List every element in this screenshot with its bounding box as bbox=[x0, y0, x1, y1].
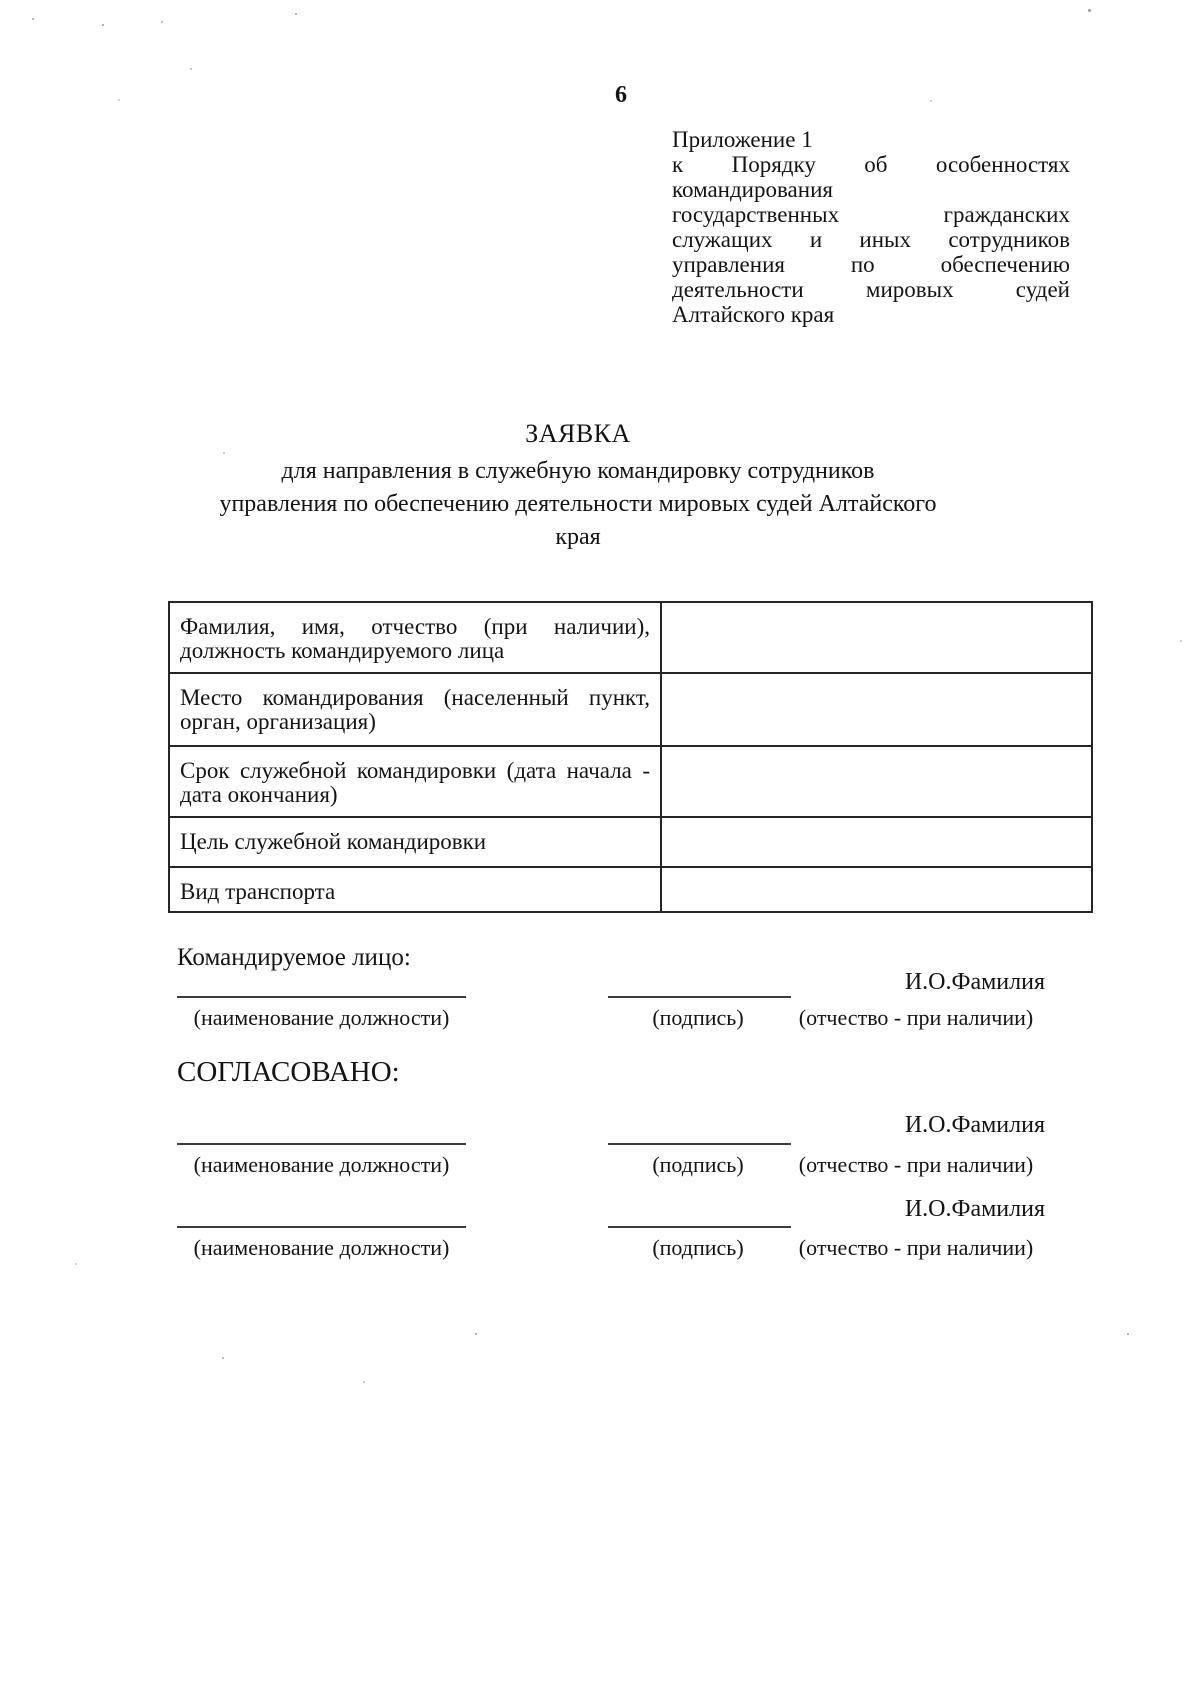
scan-speck bbox=[75, 1263, 77, 1265]
field-label-line: Срок служебной командировки (дата начала - bbox=[180, 758, 650, 783]
position-label: (наименование должности) bbox=[193, 1235, 450, 1260]
scan-speck bbox=[118, 99, 120, 101]
scan-speck bbox=[1127, 1333, 1129, 1335]
signature-line bbox=[608, 1143, 791, 1145]
patronymic-label: (отчество - при наличии) bbox=[798, 1152, 1034, 1177]
scan-speck bbox=[222, 1357, 224, 1359]
scan-speck bbox=[161, 21, 163, 23]
field-value-purpose bbox=[661, 817, 1092, 867]
field-label-line: дата окончания) bbox=[180, 782, 338, 807]
field-label-line: Цель служебной командировки bbox=[180, 829, 487, 854]
signature-name: И.О.Фамилия bbox=[904, 1196, 1045, 1222]
signature-name: И.О.Фамилия bbox=[904, 969, 1045, 995]
page-number: 6 bbox=[615, 82, 627, 108]
field-value-transport bbox=[661, 867, 1092, 912]
field-label-line: Фамилия, имя, отчество (при наличии), bbox=[180, 614, 650, 639]
scan-speck bbox=[190, 68, 192, 70]
field-label-line: должность командируемого лица bbox=[180, 638, 505, 663]
signature-label: (подпись) bbox=[652, 1005, 744, 1030]
signature-label: (подпись) bbox=[652, 1152, 744, 1177]
appendix-line: служащих и иных сотрудников bbox=[672, 227, 1070, 252]
document-title: ЗАЯВКА bbox=[525, 419, 631, 448]
patronymic-label: (отчество - при наличии) bbox=[798, 1235, 1034, 1260]
subtitle-line: управления по обеспечению деятельности мировых судей Алтайского bbox=[219, 491, 937, 517]
position-signature-line bbox=[177, 1226, 466, 1228]
scan-speck bbox=[1088, 9, 1091, 12]
document-title-block bbox=[168, 419, 988, 554]
appendix-line: Приложение 1 bbox=[672, 127, 813, 152]
scan-speck bbox=[223, 452, 225, 454]
field-label-place bbox=[169, 673, 661, 746]
scan-speck bbox=[32, 18, 34, 20]
appendix-line: Алтайского края bbox=[672, 302, 835, 327]
scan-speck bbox=[295, 13, 297, 15]
signature-label: (подпись) bbox=[652, 1235, 744, 1260]
field-label-purpose bbox=[169, 817, 661, 867]
table-row bbox=[169, 867, 1092, 912]
field-value-place bbox=[661, 673, 1092, 746]
patronymic-label: (отчество - при наличии) bbox=[798, 1005, 1034, 1030]
approved-header: СОГЛАСОВАНО: bbox=[177, 1056, 400, 1088]
table-row bbox=[169, 673, 1092, 746]
position-signature-line bbox=[177, 996, 466, 998]
appendix-line: управления по обеспечению bbox=[672, 252, 1070, 277]
field-label-line: Вид транспорта bbox=[180, 879, 336, 904]
field-label-fio bbox=[169, 602, 661, 673]
subtitle-line: для направления в служебную командировку сотрудников bbox=[281, 458, 875, 484]
field-label-transport bbox=[169, 867, 661, 912]
application-form-table bbox=[168, 601, 1093, 913]
table-row bbox=[169, 602, 1092, 673]
field-label-period bbox=[169, 746, 661, 817]
signature-name: И.О.Фамилия bbox=[904, 1112, 1045, 1138]
appendix-line: деятельности мировых судей bbox=[672, 277, 1070, 302]
appendix-reference-block bbox=[672, 127, 1070, 327]
scan-speck bbox=[102, 24, 104, 26]
field-value-fio bbox=[661, 602, 1092, 673]
field-value-period bbox=[661, 746, 1092, 817]
signature-line bbox=[608, 1226, 791, 1228]
appendix-line: к Порядку об особенностях bbox=[672, 152, 1070, 177]
appendix-line: командирования bbox=[672, 177, 833, 202]
scan-speck bbox=[363, 1381, 365, 1383]
table-row bbox=[169, 817, 1092, 867]
appendix-line: государственных гражданских bbox=[672, 202, 1070, 227]
table-row bbox=[169, 746, 1092, 817]
commissioned-person-header: Командируемое лицо: bbox=[177, 944, 411, 971]
document-subtitle bbox=[168, 455, 988, 554]
subtitle-line: края bbox=[555, 524, 601, 550]
position-label: (наименование должности) bbox=[193, 1152, 450, 1177]
field-label-line: Место командирования (населенный пункт, bbox=[180, 685, 650, 710]
position-label: (наименование должности) bbox=[193, 1005, 450, 1030]
scan-speck bbox=[930, 100, 932, 102]
field-label-line: орган, организация) bbox=[180, 709, 376, 734]
scan-speck bbox=[475, 1333, 477, 1335]
signature-line bbox=[608, 996, 791, 998]
position-signature-line bbox=[177, 1143, 466, 1145]
scan-speck bbox=[1180, 640, 1182, 642]
